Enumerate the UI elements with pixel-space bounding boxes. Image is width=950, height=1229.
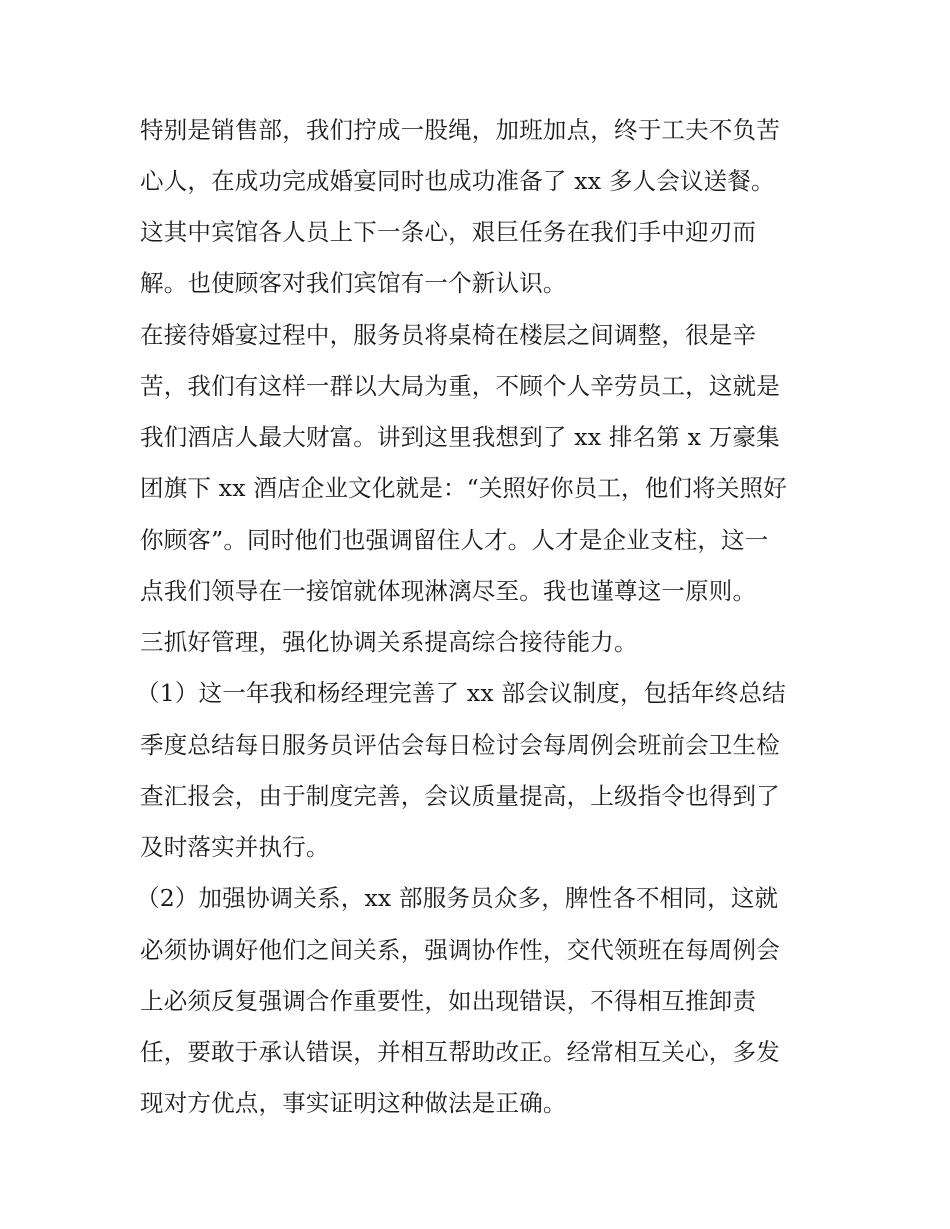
paragraph-5-line-2: 必须协调好他们之间关系，强调协作性，交代领班在每周例会 xyxy=(140,936,780,964)
paragraph-5-line-3: 上必须反复强调合作重要性，如出现错误，不得相互推卸责 xyxy=(140,987,757,1015)
paragraph-2-line-4: 团旗下 xx 酒店企业文化就是：“关照好你员工，他们将关照好 xyxy=(140,474,787,502)
section-heading-3: 三抓好管理，强化协调关系提高综合接待能力。 xyxy=(140,628,638,656)
paragraph-2-line-6: 点我们领导在一接馆就体现淋漓尽至。我也谨尊这一原则。 xyxy=(140,577,757,605)
paragraph-5-line-4: 任，要敢于承认错误，并相互帮助改正。经常相互关心，多发 xyxy=(140,1038,780,1066)
paragraph-2-line-2: 苦，我们有这样一群以大局为重，不顾个人辛劳员工，这就是 xyxy=(140,372,780,400)
paragraph-4-line-1: （1）这一年我和杨经理完善了 xx 部会议制度，包括年终总结 xyxy=(136,679,786,707)
paragraph-4-line-2: 季度总结每日服务员评估会每日检讨会每周例会班前会卫生检 xyxy=(140,731,780,759)
paragraph-1-line-2: 心人，在成功完成婚宴同时也成功准备了 xx 多人会议送餐。 xyxy=(140,167,775,195)
paragraph-1-line-3: 这其中宾馆各人员上下一条心，艰巨任务在我们手中迎刃而 xyxy=(140,218,757,246)
paragraph-5-line-5: 现对方优点，事实证明这种做法是正确。 xyxy=(140,1089,567,1117)
paragraph-5-line-1: （2）加强协调关系，xx 部服务员众多，脾性各不相同，这就 xyxy=(136,884,779,912)
paragraph-4-line-3: 查汇报会，由于制度完善，会议质量提高，上级指令也得到了 xyxy=(140,782,780,810)
paragraph-4-line-4: 及时落实并执行。 xyxy=(140,833,330,861)
paragraph-1-line-4: 解。也使顾客对我们宾馆有一个新认识。 xyxy=(140,269,567,297)
paragraph-2-line-3: 我们酒店人最大财富。讲到这里我想到了 xx 排名第 x 万豪集 xyxy=(140,423,780,451)
paragraph-2-line-5: 你顾客”。同时他们也强调留住人才。人才是企业支柱，这一 xyxy=(140,526,769,554)
paragraph-1-line-1: 特别是销售部，我们拧成一股绳，加班加点，终于工夫不负苦 xyxy=(140,116,780,144)
paragraph-2-line-1: 在接待婚宴过程中，服务员将桌椅在楼层之间调整，很是辛 xyxy=(140,321,757,349)
